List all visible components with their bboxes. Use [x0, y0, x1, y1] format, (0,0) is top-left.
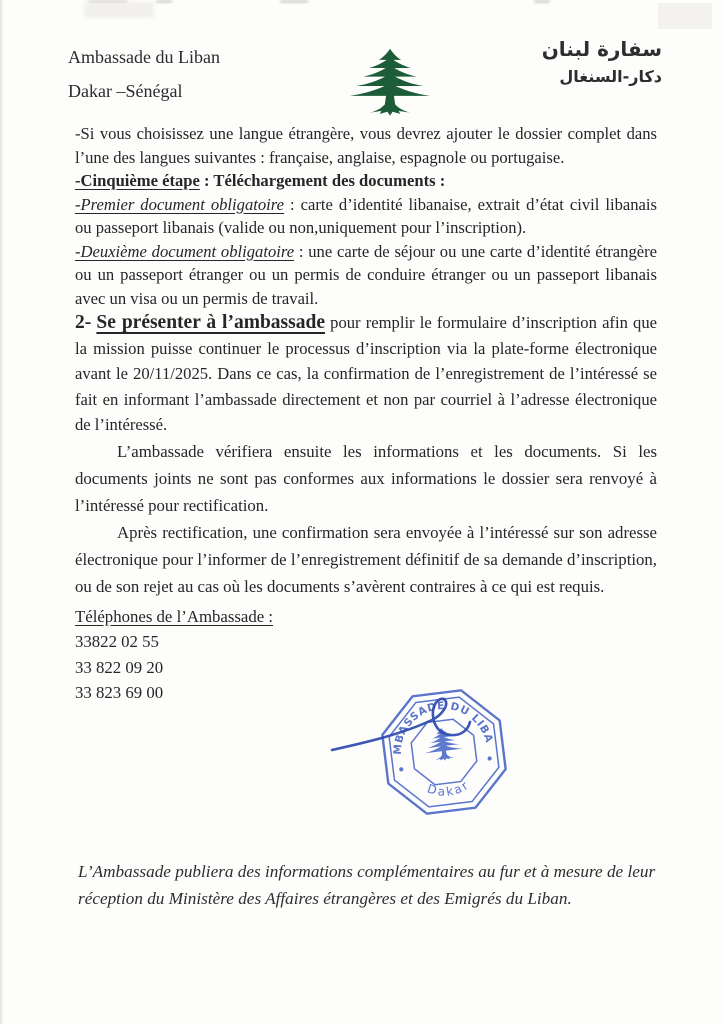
paragraph-second-document	[75, 240, 657, 311]
paragraph-first-document	[75, 193, 657, 240]
document-body	[75, 122, 657, 706]
scan-edge-shadow	[0, 0, 3, 1024]
stamp-ring-text: AMBASSADE DU LIBAN	[355, 685, 496, 756]
step-five-rest: : Téléchargement des documents :	[199, 171, 446, 190]
section-two-number: 2-	[75, 312, 92, 333]
cedar-stamp-icon	[421, 726, 464, 763]
section-two-heading: Se présenter à l’ambassade	[96, 312, 325, 333]
letterhead-french	[68, 40, 220, 108]
scan-artifact	[84, 2, 154, 18]
paragraph-verification: L’ambassade vérifiera ensuite les informations et les documents. Si les documents joints ne sont pas conformes aux informations le dossier sera renvoyé à l’intéressé pour rectification.	[75, 441, 657, 515]
letterhead-arabic	[542, 34, 662, 90]
org-name-fr: Ambassade du Liban	[68, 47, 220, 67]
org-city-ar: دكار-السنغال	[559, 67, 662, 86]
section-two-rest: pour remplir le formulaire d’inscription afin que la mission puisse continuer le processus d’inscription via la plate-forme électronique avant le 20/11/2025. Dans ce cas, la confirmation de l’enregistrement de l’intéressé se fait en informant l’ambassade directement et non par courriel à l’adresse électronique de l’intéressé.	[75, 313, 657, 434]
stamp-octagon-group	[356, 680, 510, 820]
lebanese-cedar-icon	[344, 47, 436, 124]
scan-artifact	[280, 0, 308, 3]
second-document-rest: : une carte de séjour ou une carte d’identité étrangère ou un passeport étranger ou un permis de conduire étranger ou un passeport libanais avec un visa ou un permis de travail.	[75, 241, 657, 308]
embassy-stamp	[328, 680, 520, 828]
paragraph-present-at-embassy	[75, 310, 657, 438]
phone-number: 33 822 09 20	[75, 657, 164, 677]
footer-note: L’Ambassade publiera des informations complémentaires au fur et à mesure de leur réception du Ministère des Affaires étrangères et des Emigrés du Liban.	[78, 862, 656, 908]
scan-artifact	[534, 0, 550, 3]
stamp-city-text: Dakar	[425, 777, 473, 799]
paragraph-rectification: Après rectification, une confirmation sera envoyée à l’intéressé sur son adresse électronique pour l’informer de l’enregistrement définitif de sa demande d’inscription, ou de son rejet au cas où les documents s’avèrent contraires à ce qui est requis.	[75, 522, 657, 596]
phone-number: 33822 02 55	[75, 632, 159, 651]
step-five-lead: -Cinquième étape	[75, 171, 200, 190]
first-document-lead: -Premier document obligatoire	[75, 194, 284, 214]
second-document-lead: -Deuxième document obligatoire	[75, 241, 295, 261]
first-document-rest: : carte d’identité libanaise, extrait d’état civil libanais ou passeport libanais (valide ou non,uniquement pour l’inscription).	[75, 194, 657, 237]
phone-number: 33 823 69 00	[75, 683, 164, 702]
org-name-ar: سفارة لبنان	[541, 37, 662, 61]
paragraph-language-requirement: -Si vous choisissez une langue étrangère, vous devrez ajouter le dossier complet dans l’une des langues suivantes : française, anglaise, espagnole ou portugaise.	[75, 124, 657, 167]
heading-step-five	[75, 169, 657, 193]
scan-artifact	[658, 3, 712, 29]
phones-heading: Téléphones de l’Ambassade :	[75, 606, 274, 626]
svg-text:Dakar	[424, 776, 473, 801]
org-city-fr: Dakar –Sénégal	[68, 81, 183, 101]
stamp-left-dot	[399, 767, 404, 772]
stamp-right-dot	[487, 756, 492, 761]
scan-artifact	[156, 0, 172, 3]
